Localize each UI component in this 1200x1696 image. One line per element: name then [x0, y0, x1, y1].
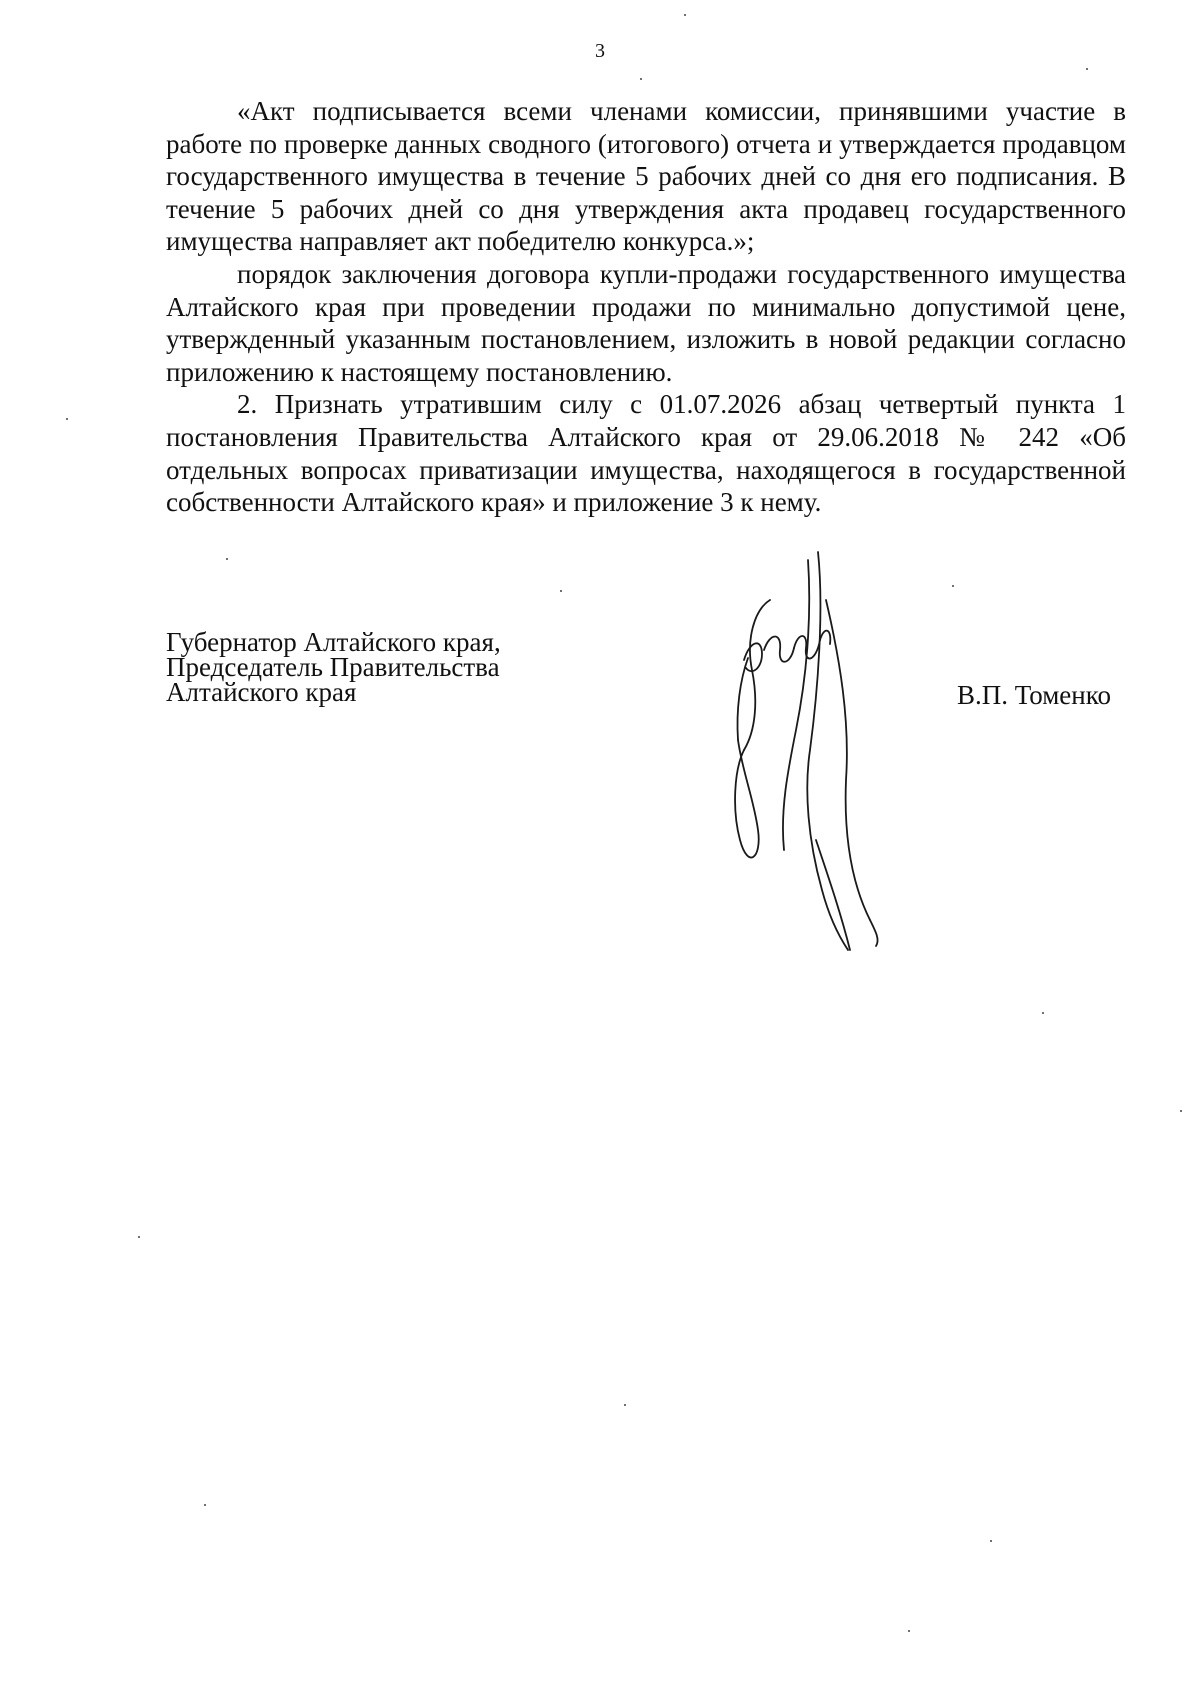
scan-speck — [952, 585, 954, 587]
signatory-position-line: Губернатор Алтайского края, — [166, 627, 501, 657]
scan-speck — [1180, 1110, 1182, 1112]
signatory-position-line: Председатель Правительства — [166, 652, 500, 682]
document-body — [166, 95, 1126, 519]
paragraph-repeal-clause: 2. Признать утратившим силу с 01.07.2026 абзац четвертый пункта 1 постановления Правительства Алтайского края от 29.06.2018 № 242 «Об отдельных вопросах приватизации имущества, находящегося в государственной собственности Алтайского края» и приложение 3 к нему. — [166, 389, 1126, 518]
scan-speck — [1086, 68, 1088, 70]
signatory-name: В.П. Томенко — [957, 680, 1111, 710]
scan-speck — [138, 1236, 140, 1238]
scan-speck — [1042, 1012, 1044, 1014]
scan-speck — [226, 558, 228, 560]
scan-speck — [684, 14, 686, 16]
scan-speck — [66, 418, 68, 420]
signatory-position-line: Алтайского края — [166, 677, 357, 707]
scan-speck — [560, 590, 562, 592]
scan-speck — [908, 1630, 910, 1632]
paragraph-act-signing: «Акт подписывается всеми членами комиссии, принявшими участие в работе по проверке данных сводного (итогового) отчета и утверждается продавцом государственного имущества в течение 5 рабочих дней со дня его подписания. В течение 5 рабочих дней со дня утверждения акта продавец государственного имущества направляет акт победителю конкурса.»; — [166, 96, 1126, 257]
handwritten-signature — [700, 540, 910, 960]
scan-speck — [204, 1504, 206, 1506]
signatory-position — [166, 627, 726, 707]
scan-speck — [640, 78, 642, 80]
scan-speck — [990, 1540, 992, 1542]
paragraph-contract-procedure: порядок заключения договора купли-продажи государственного имущества Алтайского края при проведении продажи по минимально допустимой цене, утвержденный указанным постановлением, изложить в новой редакции согласно приложению к настоящему постановлению. — [166, 258, 1126, 387]
page-number: 3 — [595, 40, 605, 62]
scan-speck — [624, 1404, 626, 1406]
